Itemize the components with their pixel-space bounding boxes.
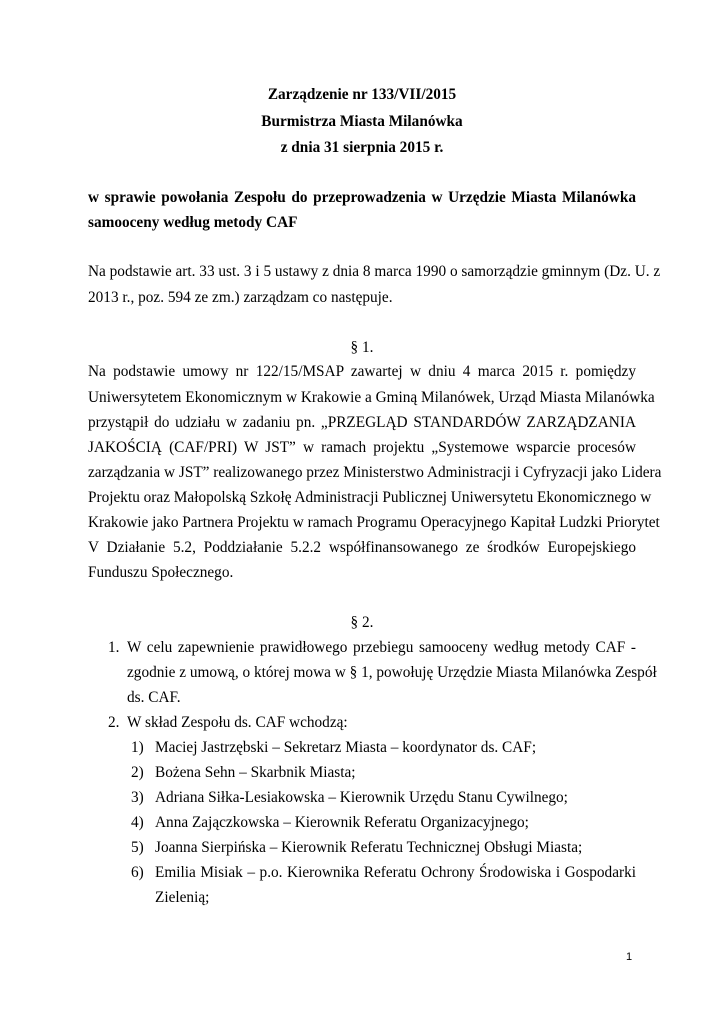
document-issuer: Burmistrza Miasta Milanówka bbox=[261, 113, 463, 130]
document-date: z dnia 31 sierpnia 2015 r. bbox=[280, 139, 444, 156]
subject-line-1: w sprawie powołania Zespołu do przeprowadzenia w Urzędzie Miasta Milanówka bbox=[88, 189, 636, 206]
document-title: Zarządzenie nr 133/VII/2015 bbox=[267, 86, 457, 103]
list-item-number: 2. bbox=[108, 714, 120, 731]
section-1-line: V Działanie 5.2, Poddziałanie 5.2.2 współfinansowanego ze środków Europejskiego bbox=[88, 539, 636, 556]
member-entry: Adriana Siłka-Lesiakowska – Kierownik Urzędu Stanu Cywilnego; bbox=[155, 789, 568, 806]
member-number: 6) bbox=[131, 864, 144, 881]
section-1-line: JAKOŚCIĄ (CAF/PRI) W JST” w ramach projektu „Systemowe wsparcie procesów bbox=[88, 439, 636, 456]
section-1-line: Projektu oraz Małopolską Szkołę Administracji Publicznej Uniwersytetu Ekonomicznego w bbox=[88, 489, 652, 506]
page-number: 1 bbox=[626, 951, 633, 963]
section-1-title: § 1. bbox=[350, 339, 374, 356]
section-1-line: Krakowie jako Partnera Projektu w ramach Programu Operacyjnego Kapitał Ludzki Priorytet bbox=[88, 514, 660, 531]
member-entry: Bożena Sehn – Skarbnik Miasta; bbox=[155, 764, 356, 781]
list-item-number: 1. bbox=[108, 639, 120, 656]
section-2-title: § 2. bbox=[350, 614, 374, 631]
list-item-line: W celu zapewnienie prawidłowego przebiegu samooceny według metody CAF - bbox=[127, 639, 636, 656]
list-item-line: ds. CAF. bbox=[127, 689, 181, 706]
section-1-line: przystąpił do udziału w zadaniu pn. „PRZEGLĄD STANDARDÓW ZARZĄDZANIA bbox=[88, 414, 636, 431]
member-entry: Emilia Misiak – p.o. Kierownika Referatu Ochrony Środowiska i Gospodarki bbox=[155, 864, 636, 881]
list-item-line: zgodnie z umową, o której mowa w § 1, powołuję Urzędzie Miasta Milanówka Zespół bbox=[127, 664, 657, 681]
member-entry-continuation: Zielenią; bbox=[155, 889, 210, 906]
section-1-line: Na podstawie umowy nr 122/15/MSAP zawartej w dniu 4 marca 2015 r. pomiędzy bbox=[88, 363, 636, 380]
subject-line-2: samooceny według metody CAF bbox=[88, 214, 298, 231]
member-entry: Joanna Sierpińska – Kierownik Referatu Technicznej Obsługi Miasta; bbox=[155, 839, 583, 856]
section-1-line: zarządzania w JST” realizowanego przez Ministerstwo Administracji i Cyfryzacji jako Lidera bbox=[88, 464, 662, 481]
member-entry: Maciej Jastrzębski – Sekretarz Miasta – koordynator ds. CAF; bbox=[155, 739, 537, 756]
list-item-line: W skład Zespołu ds. CAF wchodzą: bbox=[127, 714, 348, 731]
legal-basis-line-2: 2013 r., poz. 594 ze zm.) zarządzam co następuje. bbox=[88, 289, 393, 306]
member-number: 3) bbox=[131, 789, 144, 806]
member-number: 4) bbox=[131, 814, 144, 831]
member-number: 5) bbox=[131, 839, 144, 856]
member-number: 2) bbox=[131, 764, 144, 781]
section-1-line: Funduszu Społecznego. bbox=[88, 564, 234, 581]
member-entry: Anna Zajączkowska – Kierownik Referatu Organizacyjnego; bbox=[155, 814, 529, 831]
legal-basis-line-1: Na podstawie art. 33 ust. 3 i 5 ustawy z dnia 8 marca 1990 o samorządzie gminnym (Dz. U. z bbox=[88, 263, 661, 280]
member-number: 1) bbox=[131, 739, 144, 756]
section-1-line: Uniwersytetem Ekonomicznym w Krakowie a Gminą Milanówek, Urząd Miasta Milanówka bbox=[88, 389, 655, 406]
